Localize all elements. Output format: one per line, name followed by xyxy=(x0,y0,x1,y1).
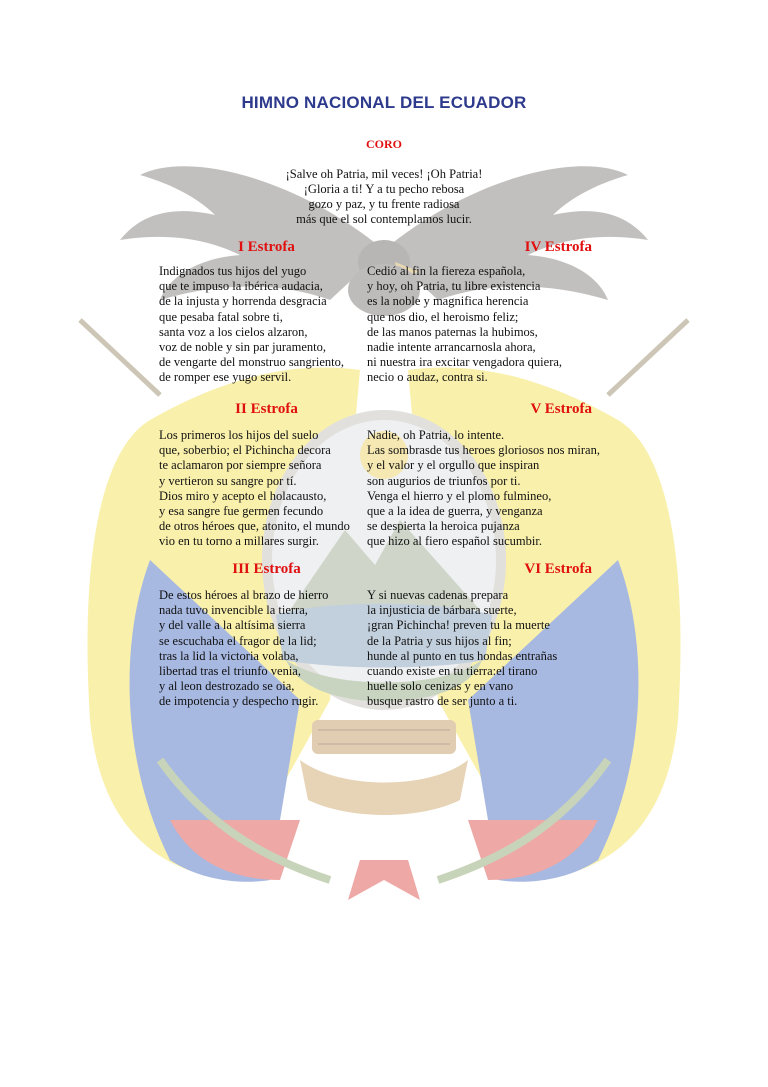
coro-heading: CORO xyxy=(366,137,402,151)
verse-line: que nos dio, el heroismo feliz; xyxy=(367,309,519,324)
strophe-verse xyxy=(367,264,607,386)
strophe-6 xyxy=(367,560,607,710)
verse-line: hunde al punto en tus hondas entrañas xyxy=(367,648,558,663)
verse-line: son augurios de triunfos por ti. xyxy=(367,473,521,488)
strophe-verse xyxy=(159,588,374,710)
strophe-heading: II Estrofa xyxy=(235,401,298,417)
verse-line: te aclamaron por siempre señora xyxy=(159,458,322,473)
strophe-verse xyxy=(367,588,607,710)
verse-line: tras la lid la victoria volaba, xyxy=(159,648,299,663)
verse-line: y vertieron su sangre por tí. xyxy=(159,473,297,488)
verse-line: de otros héroes que, atonito, el mundo xyxy=(159,519,350,534)
verse-line: la injusticia de bárbara suerte, xyxy=(367,603,517,618)
verse-line: de la Patria y sus hijos al fin; xyxy=(367,633,512,648)
strophe-verse xyxy=(159,264,374,386)
strophe-heading: VI Estrofa xyxy=(524,561,592,577)
verse-line: y esa sangre fue germen fecundo xyxy=(159,504,324,519)
verse-line: de la injusta y horrenda desgracia xyxy=(159,294,327,309)
verse-line: que te impuso la ibérica audacia, xyxy=(159,279,323,294)
verse-line: y hoy, oh Patria, tu libre existencia xyxy=(367,279,541,294)
verse-line: ¡gran Pichincha! preven tu la muerte xyxy=(367,618,550,633)
verse-line: que, soberbio; el Pichincha decora xyxy=(159,443,331,458)
coro-verse xyxy=(0,167,768,227)
verse-line: que pesaba fatal sobre ti, xyxy=(159,309,283,324)
verse-line: ¡Gloria a ti! Y a tu pecho rebosa xyxy=(303,182,465,196)
verse-line: santa voz a los cielos alzaron, xyxy=(159,324,308,339)
verse-line: y del valle a la altísima sierra xyxy=(159,618,306,633)
strophe-4 xyxy=(367,238,607,386)
strophe-1 xyxy=(159,238,374,386)
verse-line: necio o audaz, contra si. xyxy=(367,370,488,385)
verse-line: de romper ese yugo servil. xyxy=(159,370,292,385)
strophe-verse xyxy=(159,428,374,550)
verse-line: Dios miro y acepto el holacausto, xyxy=(159,488,327,503)
verse-line: Los primeros los hijos del suelo xyxy=(159,428,319,442)
verse-line: nada tuvo invencible la tierra, xyxy=(159,603,308,618)
verse-line: busque rastro de ser junto a ti. xyxy=(367,694,518,709)
verse-line: de impotencia y despecho rugir. xyxy=(159,694,319,709)
verse-line: ¡Salve oh Patria, mil veces! ¡Oh Patria! xyxy=(285,167,483,181)
strophe-verse xyxy=(367,428,612,550)
verse-line: huelle solo cenizas y en vano xyxy=(367,679,514,694)
anthem-title: HIMNO NACIONAL DEL ECUADOR xyxy=(241,93,527,112)
verse-line: es la noble y magnifica herencia xyxy=(367,294,529,309)
strophe-2 xyxy=(159,400,374,550)
verse-line: Las sombrasde tus heroes gloriosos nos miran, xyxy=(367,443,600,458)
verse-line: y al leon destrozado se oia, xyxy=(159,679,295,694)
verse-line: vio en tu torno a millares surgir. xyxy=(159,534,319,549)
verse-line: de las manos paternas la hubimos, xyxy=(367,324,538,339)
verse-line: De estos héroes al brazo de hierro xyxy=(159,588,329,602)
strophe-3 xyxy=(159,560,374,710)
strophe-heading: V Estrofa xyxy=(530,401,592,417)
verse-line: libertad tras el triunfo venia, xyxy=(159,664,301,679)
verse-line: gozo y paz, y tu frente radiosa xyxy=(308,197,460,211)
strophe-heading: IV Estrofa xyxy=(524,239,592,255)
strophe-heading: I Estrofa xyxy=(238,239,295,255)
verse-line: Cedió al fin la fiereza española, xyxy=(367,264,526,278)
verse-line: se despierta la heroica pujanza xyxy=(367,519,520,534)
verse-line: de vengarte del monstruo sangriento, xyxy=(159,355,345,370)
verse-line: Nadie, oh Patria, lo intente. xyxy=(367,428,505,442)
strophe-heading: III Estrofa xyxy=(232,561,301,577)
verse-line: voz de noble y sin par juramento, xyxy=(159,340,326,355)
verse-line: Indignados tus hijos del yugo xyxy=(159,264,307,278)
verse-line: que hizo al fiero español sucumbir. xyxy=(367,534,542,549)
verse-line: Venga el hierro y el plomo fulmineo, xyxy=(367,488,552,503)
verse-line: se escuchaba el fragor de la lid; xyxy=(159,633,317,648)
verse-line: nadie intente arrancarnosla ahora, xyxy=(367,340,536,355)
verse-line: más que el sol contemplamos lucir. xyxy=(296,212,472,226)
verse-line: que a la idea de guerra, y venganza xyxy=(367,504,543,519)
verse-line: Y si nuevas cadenas prepara xyxy=(367,588,509,602)
verse-line: ni nuestra ira excitar vengadora quiera, xyxy=(367,355,563,370)
strophe-5 xyxy=(367,400,612,550)
verse-line: y el valor y el orgullo que inspiran xyxy=(367,458,540,473)
verse-line: cuando existe en tu tierra:el tirano xyxy=(367,664,538,679)
